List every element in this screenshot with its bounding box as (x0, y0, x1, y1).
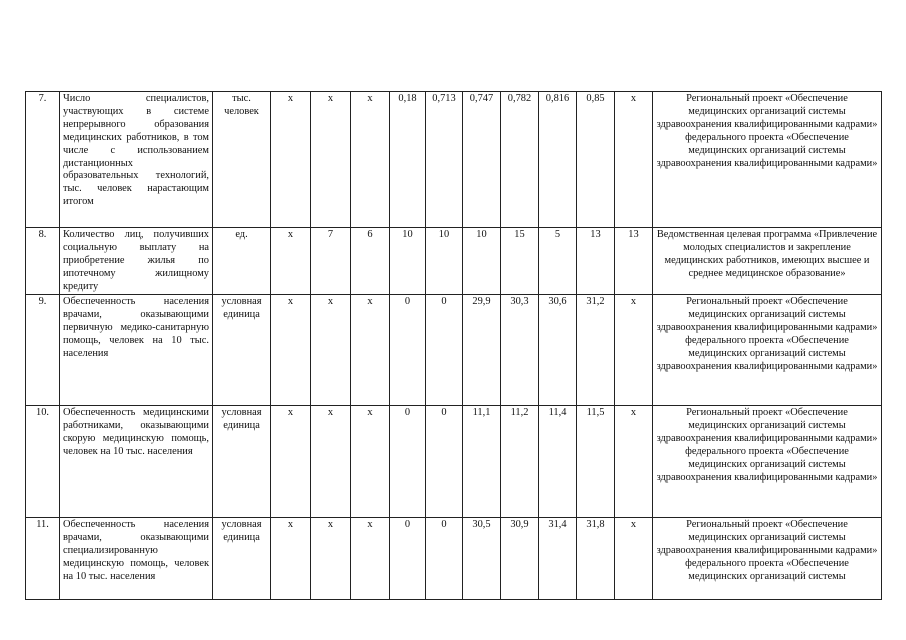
value-cell: 31,2 (577, 295, 615, 406)
value-cell: x (615, 406, 653, 518)
value-cell: 30,6 (539, 295, 577, 406)
value-cell: x (311, 406, 351, 518)
value-cell: 0,18 (390, 92, 426, 228)
value-cell: x (311, 518, 351, 600)
value-cell: x (271, 406, 311, 518)
table-row (26, 406, 882, 518)
value-cell: 30,9 (501, 518, 539, 600)
value-cell: 0,85 (577, 92, 615, 228)
unit-cell: тыс. человек (213, 92, 271, 228)
value-cell: 10 (426, 228, 463, 295)
value-cell: 0,747 (463, 92, 501, 228)
value-cell: x (271, 228, 311, 295)
indicator-name: Число специалистов, участвующих в системе непрерывного образования медицинских работников, в том числе с использованием дистанционных образовательных технологий, тыс. человек нарастающим итогом (60, 92, 213, 228)
value-cell: 7 (311, 228, 351, 295)
row-number: 9. (26, 295, 60, 406)
value-cell: x (271, 518, 311, 600)
value-cell: 10 (463, 228, 501, 295)
value-cell: 0,782 (501, 92, 539, 228)
value-cell: 11,4 (539, 406, 577, 518)
value-cell: 11,5 (577, 406, 615, 518)
value-cell: 0 (390, 295, 426, 406)
unit-cell: условная единица (213, 518, 271, 600)
source-program: Ведомственная целевая программа «Привлечение молодых специалистов и закрепление медицинских работников, имеющих высшее и среднее медицинское образование» (653, 228, 882, 295)
value-cell: 11,1 (463, 406, 501, 518)
unit-cell: условная единица (213, 295, 271, 406)
value-cell: 11,2 (501, 406, 539, 518)
unit-cell: ед. (213, 228, 271, 295)
value-cell: 29,9 (463, 295, 501, 406)
value-cell: 13 (577, 228, 615, 295)
value-cell: x (615, 92, 653, 228)
source-program: Региональный проект «Обеспечение медицинских организаций системы здравоохранения квалифицированными кадрами» федерального проекта «Обеспечение медицинских организаций системы здравоохранения квалифицированными кадрами» (653, 406, 882, 518)
value-cell: x (615, 295, 653, 406)
indicator-name: Обеспеченность медицинскими работниками, оказывающими скорую медицинскую помощь, человек на 10 тыс. населения (60, 406, 213, 518)
source-program: Региональный проект «Обеспечение медицинских организаций системы здравоохранения квалифицированными кадрами» федерального проекта «Обеспечение медицинских организаций системы здравоохранения квалифицированными кадрами» (653, 92, 882, 228)
indicator-name: Количество лиц, получивших социальную выплату на приобретение жилья по ипотечному жилищному кредиту (60, 228, 213, 295)
value-cell: x (271, 92, 311, 228)
row-number: 7. (26, 92, 60, 228)
value-cell: 0 (426, 406, 463, 518)
value-cell: 10 (390, 228, 426, 295)
value-cell: 0 (390, 406, 426, 518)
source-program: Региональный проект «Обеспечение медицинских организаций системы здравоохранения квалифицированными кадрами» федерального проекта «Обеспечение медицинских организаций системы (653, 518, 882, 600)
indicators-table (25, 91, 882, 600)
value-cell: 31,8 (577, 518, 615, 600)
value-cell: 0 (390, 518, 426, 600)
value-cell: 0 (426, 518, 463, 600)
value-cell: x (351, 295, 390, 406)
table-row (26, 92, 882, 228)
value-cell: 15 (501, 228, 539, 295)
unit-cell: условная единица (213, 406, 271, 518)
value-cell: x (351, 406, 390, 518)
table-row (26, 518, 882, 600)
value-cell: 0,816 (539, 92, 577, 228)
value-cell: x (311, 92, 351, 228)
value-cell: 0 (426, 295, 463, 406)
indicator-name: Обеспеченность населения врачами, оказывающими первичную медико-санитарную помощь, человек на 10 тыс. населения (60, 295, 213, 406)
row-number: 8. (26, 228, 60, 295)
table-row (26, 228, 882, 295)
indicator-name: Обеспеченность населения врачами, оказывающими специализированную медицинскую помощь, человек на 10 тыс. населения (60, 518, 213, 600)
value-cell: x (615, 518, 653, 600)
value-cell: x (351, 92, 390, 228)
value-cell: 0,713 (426, 92, 463, 228)
value-cell: 31,4 (539, 518, 577, 600)
value-cell: x (311, 295, 351, 406)
value-cell: 6 (351, 228, 390, 295)
value-cell: 30,5 (463, 518, 501, 600)
row-number: 10. (26, 406, 60, 518)
value-cell: x (351, 518, 390, 600)
value-cell: 5 (539, 228, 577, 295)
source-program: Региональный проект «Обеспечение медицинских организаций системы здравоохранения квалифицированными кадрами» федерального проекта «Обеспечение медицинских организаций системы здравоохранения квалифицированными кадрами» (653, 295, 882, 406)
value-cell: x (271, 295, 311, 406)
value-cell: 30,3 (501, 295, 539, 406)
value-cell: 13 (615, 228, 653, 295)
row-number: 11. (26, 518, 60, 600)
table-row (26, 295, 882, 406)
